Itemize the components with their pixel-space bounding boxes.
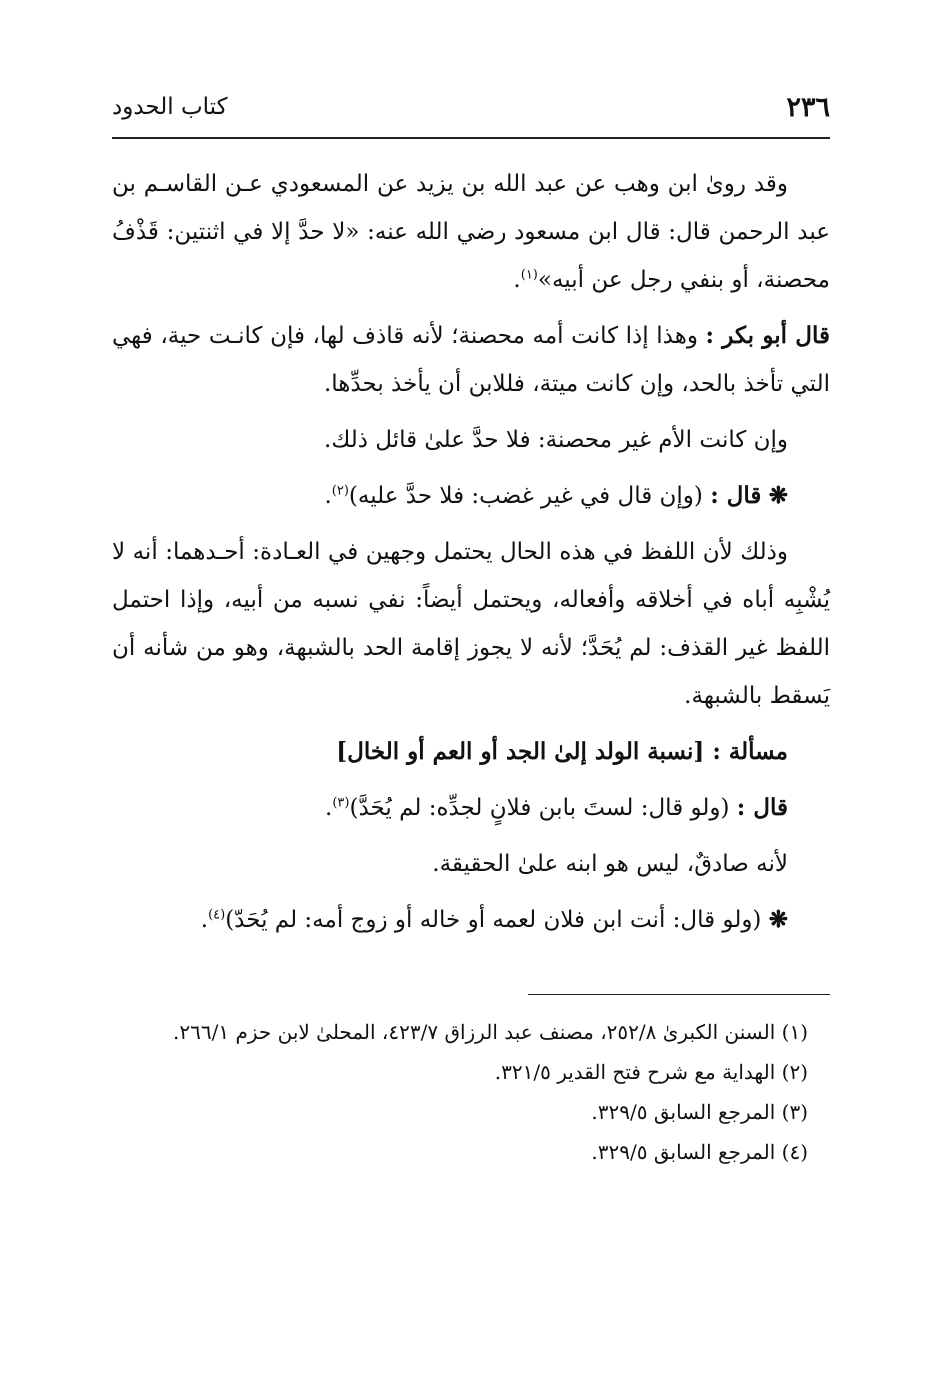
paragraph-8 — [112, 840, 830, 888]
paragraph-2 — [112, 312, 830, 408]
paragraph-text: وإن كانت الأم غير محصنة: فلا حدَّ علىٰ قائل ذلك. — [324, 427, 788, 453]
asterism-icon: ❋ — [768, 906, 788, 933]
paragraph-1: وقد رویٰ ابن وهب عن عبد الله بن يزيد عن المسعودي عـن القاسـم بن عبد الرحمن قال: قال ابن مسعود رضي الله عنه: «لا حدَّ إلا في اثنتين: قَذْفُ محصنة، أو بنفي رجل عن أبيه»$^{(١)}$. — [112, 171, 830, 293]
main-text — [112, 160, 830, 952]
speaker-label: قال : — [710, 482, 762, 509]
speaker-label: قال : — [736, 794, 788, 821]
footnote-2: (٢) الهداية مع شرح فتح القدير ٣٢١/٥. — [494, 1060, 808, 1084]
paragraph-3 — [112, 416, 830, 464]
footnote-divider — [528, 994, 830, 995]
paragraph-9: ❋ (ولو قال: أنت ابن فلان لعمه أو خاله أو زوج أمه: لم يُحَدّ)$^{(٤)}$. — [200, 906, 788, 933]
speaker-label: قال أبو بكر : — [705, 322, 830, 349]
paragraph-text: وهذا إذا كانت أمه محصنة؛ لأنه قاذف لها، فإن كانـت حية، فهي التي تأخذ بالحد، وإن كانت ميتة، فللابن أن يأخذ بحدِّها. — [112, 323, 830, 397]
asterism-icon: ❋ — [768, 482, 788, 509]
footnotes — [112, 1012, 830, 1172]
footnote-4: (٤) المرجع السابق ٣٢٩/٥. — [591, 1140, 808, 1164]
footnote-ref-3: (٣) — [332, 795, 350, 811]
footnote-3: (٣) المرجع السابق ٣٢٩/٥. — [591, 1100, 808, 1124]
paragraph-text: (وإن قال في غير غضب: فلا حدَّ عليه) — [348, 483, 711, 509]
paragraph-text: (ولو قال: أنت ابن فلان لعمه أو خاله أو زوج أمه: لم يُحَدّ) — [225, 907, 769, 933]
issue-title: [نسبة الولد إلىٰ الجد أو العم أو الخال] — [336, 738, 713, 765]
page-number: ٢٣٦ — [786, 92, 830, 123]
footnote-ref-2: (٢) — [331, 483, 349, 499]
issue-label: مسألة : — [712, 738, 788, 765]
paragraph-text: لأنه صادقٌ، ليس هو ابنه علىٰ الحقيقة. — [432, 851, 788, 877]
paragraph-text: وذلك لأن اللفظ في هذه الحال يحتمل وجهين في العـادة: أحـدهما: أنه لا يُشْبِه أباه في أخلاقه وأفعاله، ويحتمل أيضاً: نفي نسبه من أبيه، وإذا احتمل اللفظ غير القذف: لم يُحَدَّ؛ لأنه لا يجوز إقامة الحد بالشبهة، وهو من شأنه أن يَسقط بالشبهة. — [112, 539, 830, 709]
paragraph-text: وقد رویٰ ابن وهب عن عبد الله بن يزيد عن المسعودي عـن القاسـم بن عبد الرحمن قال: قال ابن مسعود رضي الله عنه: «لا حدَّ إلا في اثنتين: قَذْفُ محصنة، أو بنفي رجل عن أبيه» — [112, 171, 830, 293]
footnote-1: (١) السنن الكبرىٰ ٢٥٢/٨، مصنف عبد الرزاق ٤٢٣/٧، المحلىٰ لابن حزم ٢٦٦/١. — [173, 1020, 808, 1044]
header-divider — [112, 137, 830, 139]
footnote-ref-4: (٤) — [208, 907, 226, 923]
issue-heading — [112, 728, 830, 776]
running-title: كتاب الحدود — [112, 94, 228, 120]
paragraph-text: (ولو قال: لستَ بابن فلانٍ لجدِّه: لم يُحَدَّ) — [349, 795, 737, 821]
paragraph-7: قال : (ولو قال: لستَ بابن فلانٍ لجدِّه: لم يُحَدَّ)$^{(٣)}$. — [325, 794, 788, 821]
paragraph-4: ❋ قال : (وإن قال في غير غضب: فلا حدَّ عليه)$^{(٢)}$. — [324, 482, 788, 509]
paragraph-5 — [112, 528, 830, 720]
page-header — [112, 92, 830, 132]
footnote-ref-1: (١) — [520, 267, 538, 283]
